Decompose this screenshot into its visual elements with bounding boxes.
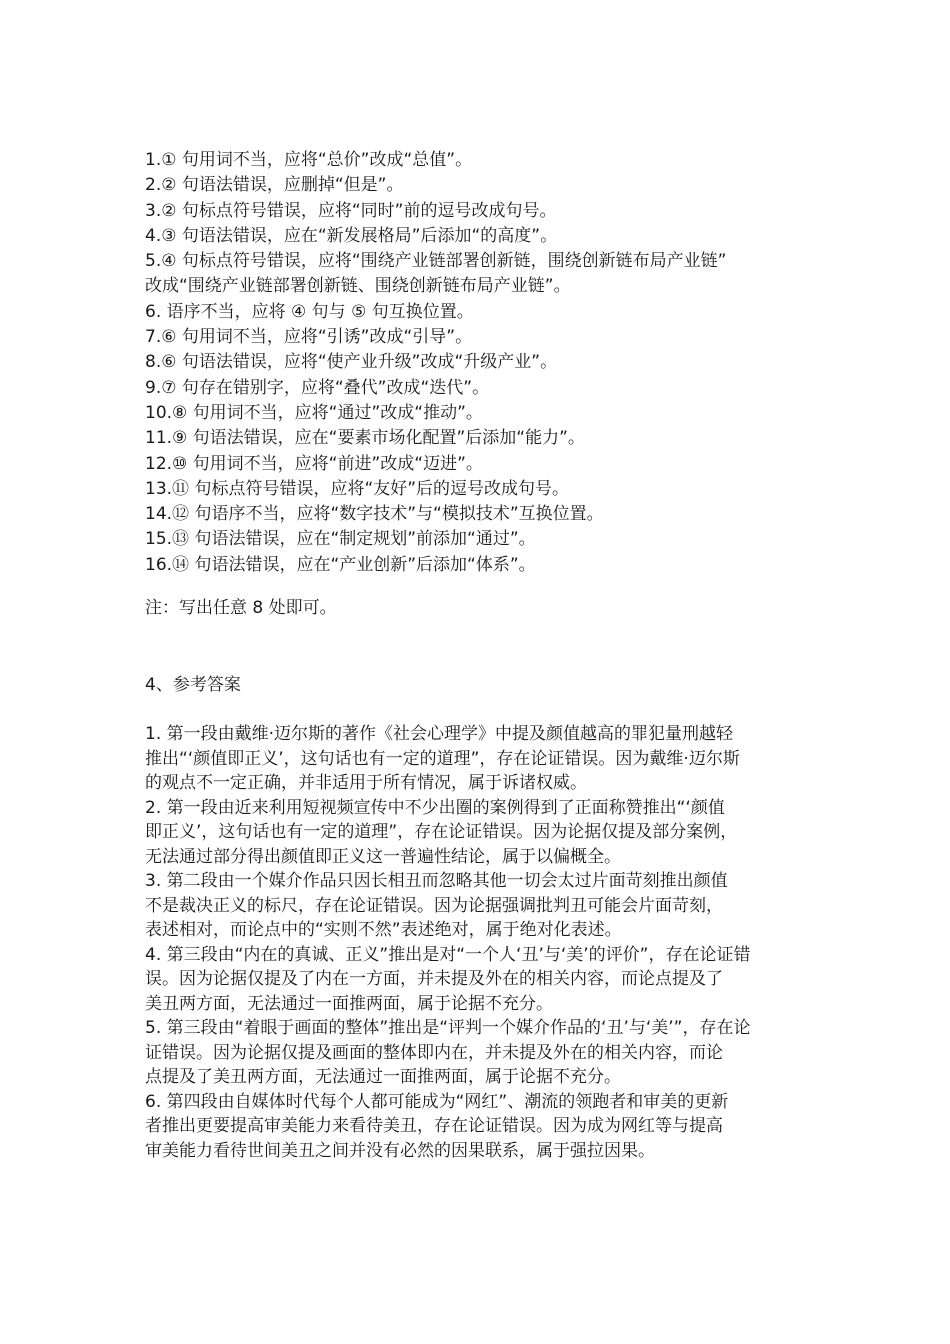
correction-item: 10.⑧ 句用词不当，应将“通过”改成“推动”。	[145, 402, 483, 423]
correction-item: 13.⑪ 句标点符号错误，应将“友好”后的逗号改成句号。	[145, 478, 570, 499]
answer-line: 5. 第三段由“着眼于画面的整体”推出是“评判一个媒介作品的‘丑’与‘美’”，存在论	[145, 1018, 751, 1039]
correction-item: 8.⑥ 句语法错误，应将“使产业升级”改成“升级产业”。	[145, 352, 558, 373]
correction-item: 1.① 句用词不当，应将“总价”改成“总值”。	[145, 150, 473, 170]
corrections-list	[145, 148, 815, 578]
correction-item: 11.⑨ 句语法错误，应在“要素市场化配置”后添加“能力”。	[145, 428, 585, 449]
answer-line: 3. 第二段由一个媒介作品只因长相丑而忽略其他一切会太过片面苛刻推出颜值	[145, 871, 728, 892]
correction-item: 7.⑥ 句用词不当，应将“引诱”改成“引导”。	[145, 327, 473, 348]
correction-item: 12.⑩ 句用词不当，应将“前进”改成“迈进”。	[145, 453, 483, 474]
correction-item: 改成“围绕产业链部署创新链、围绕创新链布局产业链”。	[145, 276, 571, 297]
answer-line: 2. 第一段由近来利用短视频宣传中不少出圈的案例得到了正面称赞推出“‘颜值	[145, 797, 725, 818]
answer-paragraph	[145, 722, 815, 796]
answer-line: 1. 第一段由戴维·迈尔斯的著作《社会心理学》中提及颜值越高的罪犯量刑越轻	[145, 724, 734, 745]
correction-item: 9.⑦ 句存在错别字，应将“叠代”改成“迭代”。	[145, 377, 490, 398]
answers-list	[145, 722, 815, 1163]
answer-line: 证错误。因为论据仅提及画面的整体即内在，并未提及外在的相关内容，而论	[145, 1042, 723, 1063]
answer-paragraph	[145, 943, 815, 1017]
correction-item: 15.⑬ 句语法错误，应在“制定规划”前添加“通过”。	[145, 529, 536, 550]
correction-item: 6. 语序不当，应将 ④ 句与 ⑤ 句互换位置。	[145, 301, 474, 322]
answer-paragraph	[145, 1016, 815, 1090]
correction-item: 4.③ 句语法错误，应在“新发展格局”后添加“的高度”。	[145, 225, 558, 246]
section-title: 4、参考答案	[145, 675, 241, 696]
answer-line: 无法通过部分得出颜值即正义这一普遍性结论，属于以偏概全。	[145, 846, 621, 867]
answer-line: 美丑两方面，无法通过一面推两面，属于论据不充分。	[145, 993, 553, 1014]
answer-line: 误。因为论据仅提及了内在一方面，并未提及外在的相关内容，而论点提及了	[145, 969, 723, 990]
correction-item: 14.⑫ 句语序不当，应将“数字技术”与“模拟技术”互换位置。	[145, 504, 604, 525]
note-text: 注：写出任意 8 处即可。	[145, 598, 337, 619]
answer-line: 不是裁决正义的标尺，存在论证错误。因为论据强调批判丑可能会片面苛刻，	[145, 895, 723, 916]
correction-item: 2.② 句语法错误，应删掉“但是”。	[145, 175, 404, 196]
correction-item: 5.④ 句标点符号错误，应将“围绕产业链部署创新链，围绕创新链布局产业链”	[145, 251, 727, 272]
answer-line: 4. 第三段由“内在的真诚、正义”推出是对“一个人‘丑’与‘美’的评价”，存在论证错	[145, 944, 751, 965]
answer-line: 审美能力看待世间美丑之间并没有必然的因果联系，属于强拉因果。	[145, 1140, 655, 1161]
answer-line: 的观点不一定正确，并非适用于所有情况，属于诉诸权威。	[145, 773, 587, 794]
correction-item: 3.② 句标点符号错误，应将“同时”前的逗号改成句号。	[145, 200, 557, 221]
document-page	[145, 148, 815, 1163]
answer-line: 推出“‘颜值即正义’，这句话也有一定的道理”，存在论证错误。因为戴维·迈尔斯	[145, 748, 740, 769]
answer-paragraph	[145, 869, 815, 943]
answer-line: 者推出更要提高审美能力来看待美丑，存在论证错误。因为成为网红等与提高	[145, 1116, 723, 1137]
answer-paragraph	[145, 796, 815, 870]
answer-paragraph	[145, 1090, 815, 1164]
answer-line: 6. 第四段由自媒体时代每个人都可能成为“网红”、潮流的领跑者和审美的更新	[145, 1091, 729, 1112]
answer-line: 点提及了美丑两方面，无法通过一面推两面，属于论据不充分。	[145, 1067, 621, 1088]
correction-item: 16.⑭ 句语法错误，应在“产业创新”后添加“体系”。	[145, 554, 536, 575]
answer-line: 即正义’，这句话也有一定的道理”，存在论证错误。因为论据仅提及部分案例，	[145, 822, 738, 843]
answer-line: 表述相对，而论点中的“实则不然”表述绝对，属于绝对化表述。	[145, 920, 622, 941]
